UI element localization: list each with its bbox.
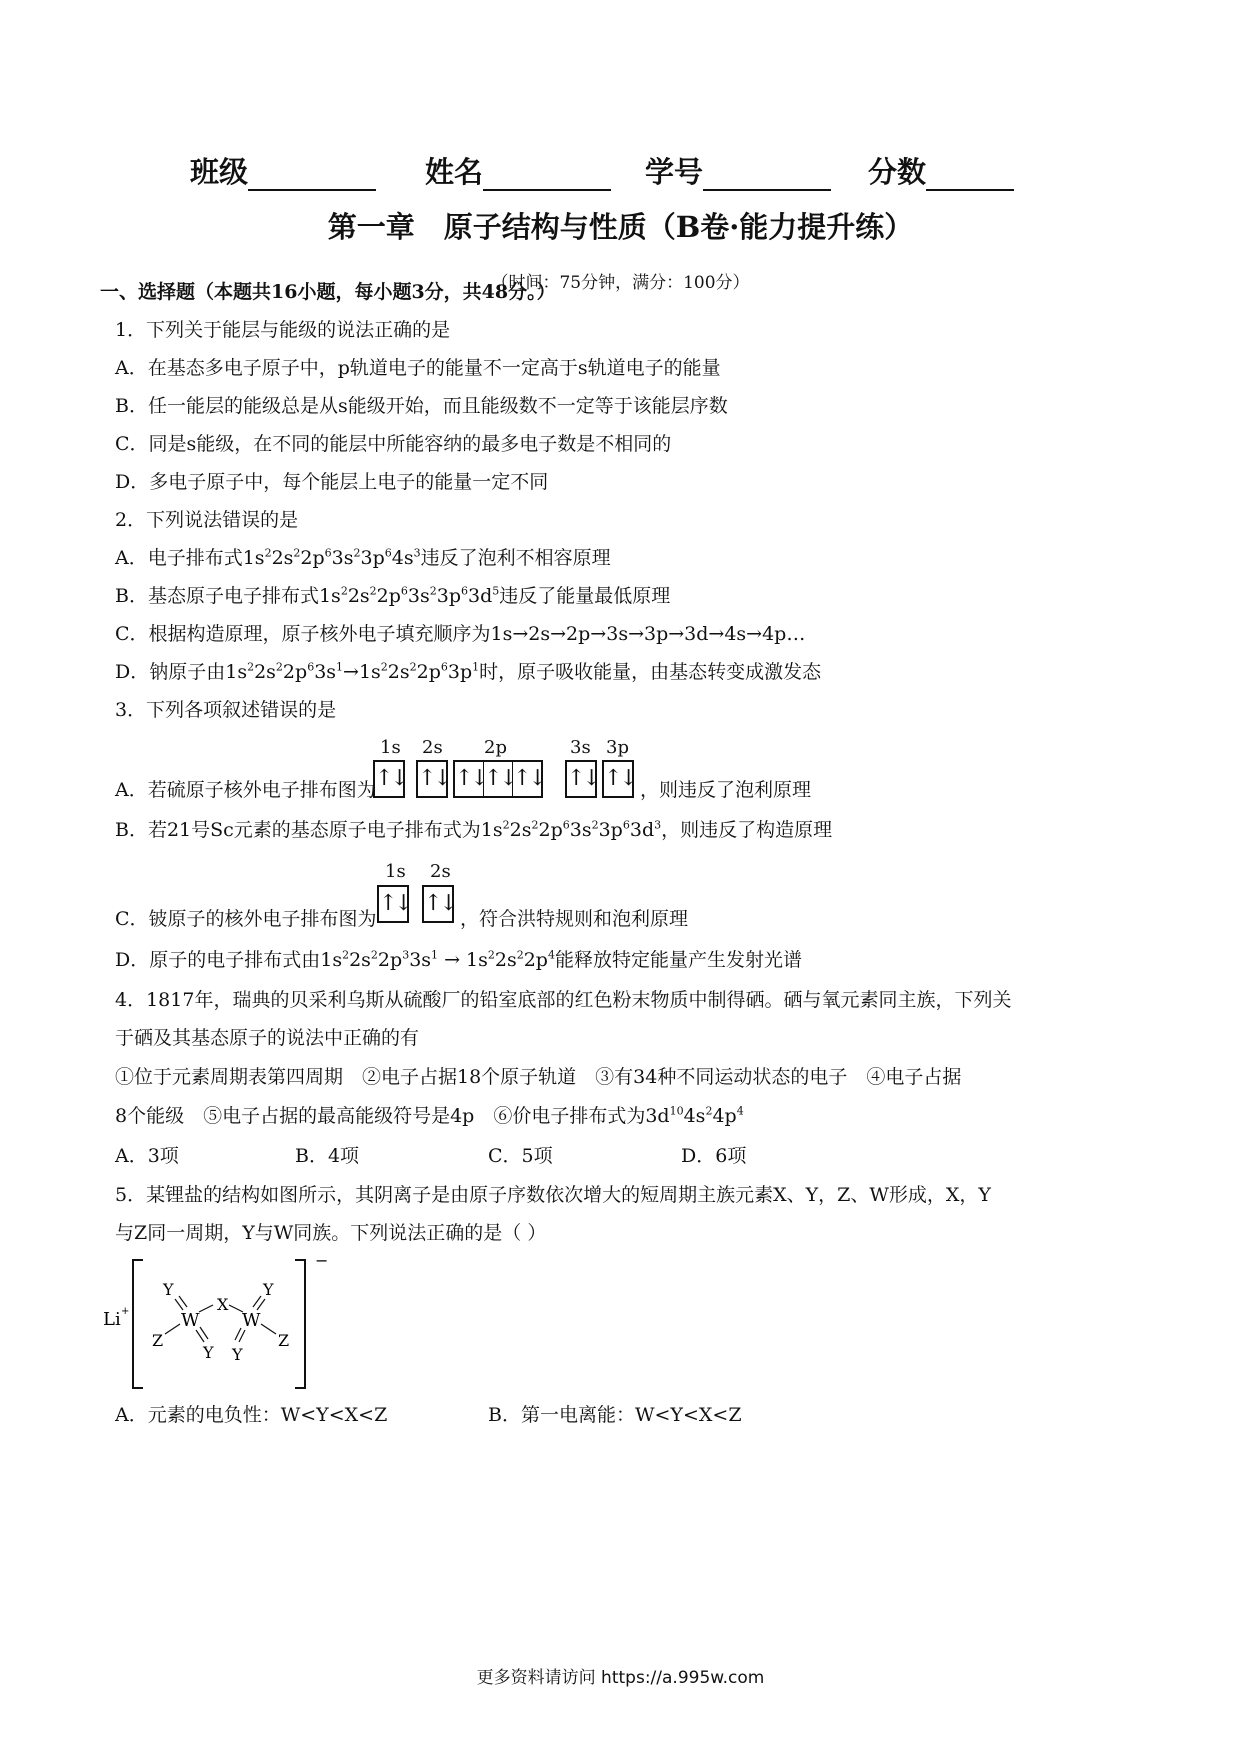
left-bracket [133, 1260, 143, 1388]
orbital-label-3p: 3p [606, 737, 629, 758]
orbital-label-1s: 1s [380, 737, 401, 758]
name-field [425, 150, 611, 191]
atom-y-top-right: Y [263, 1280, 274, 1299]
orbital-box-2s: ↑↓ [416, 760, 448, 798]
name-blank[interactable] [483, 161, 611, 191]
orbital-box-1s: ↑↓ [373, 760, 405, 798]
q5-stem-line1: 5．某锂盐的结构如图所示，其阴离子是由原子序数依次增大的短周期主族元素X、Y，Z、W形成，X，Y [115, 1184, 991, 1206]
class-blank[interactable] [248, 161, 376, 191]
q2-option-a: A．电子排布式$1s^22s^22p^63s^23p^64s^3$违反了泡利不相容原理 [115, 546, 611, 569]
atom-w-right: W [242, 1310, 261, 1331]
class-field [190, 150, 376, 191]
atom-y-bottom-left: Y [203, 1343, 214, 1362]
score-label: 分数 [868, 155, 927, 189]
q4-option-a: A．3项 [115, 1145, 179, 1167]
li-label: Li [103, 1309, 121, 1330]
atom-z-left: Z [152, 1331, 164, 1350]
q1-option-b: B．任一能层的能级总是从s能级开始，而且能级数不一定等于该能层序数 [115, 395, 728, 417]
q3-option-c-suffix: ，符合洪特规则和泡利原理 [460, 908, 689, 930]
q1-option-d: D．多电子原子中，每个能层上电子的能量一定不同 [115, 471, 549, 493]
atom-w-left: W [181, 1310, 200, 1331]
q4-option-d: D．6项 [681, 1145, 747, 1167]
orbital-box-2p: ↑↓ ↑↓ ↑↓ [453, 760, 543, 798]
id-blank[interactable] [703, 161, 831, 191]
footer-link[interactable]: 更多资料请访问 https://a.995w.com [476, 1668, 765, 1688]
q2-stem: 2．下列说法错误的是 [115, 509, 299, 531]
orbital-label-2s: 2s [422, 737, 443, 758]
page-title: 第一章 原子结构与性质（B卷·能力提升练） [327, 210, 914, 244]
q3-option-d: D．原子的电子排布式由$1s^22s^22p^33s^1 \to 1s^22s^22p^4$能释放特定能量产生发射光谱 [115, 948, 802, 971]
q3-option-a-suffix: ，则违反了泡利原理 [640, 779, 812, 801]
q4-items-line1: ①位于元素周期表第四周期 ②电子占据18个原子轨道 ③有34种不同运动状态的电子 ④电子占据 [115, 1066, 962, 1088]
orbital-label-2p: 2p [484, 737, 507, 758]
name-label: 姓名 [425, 155, 484, 189]
atom-y-top-left: Y [163, 1280, 174, 1299]
orbital-box-1s-be: ↑↓ [377, 885, 409, 923]
q2-option-b: B．基态原子电子排布式$1s^22s^22p^63s^23p^63d^5$违反了能量最低原理 [115, 584, 671, 607]
atom-z-right: Z [278, 1331, 290, 1350]
score-field [868, 150, 1014, 191]
q5-option-b: B．第一电离能：W<Y<X<Z [488, 1404, 742, 1426]
id-field [645, 150, 831, 191]
q5-option-a: A．元素的电负性：W<Y<X<Z [115, 1404, 388, 1426]
q4-option-c: C．5项 [488, 1145, 553, 1167]
anion-charge: − [315, 1251, 329, 1270]
q2-option-d: D．钠原子由$1s^22s^22p^63s^1\to 1s^22s^22p^63p^1$时，原子吸收能量，由基态转变成激发态 [115, 660, 822, 683]
orbital-label-1s-be: 1s [385, 861, 406, 882]
q5-stem-line2: 与Z同一周期，Y与W同族。下列说法正确的是（ ） [115, 1222, 547, 1244]
li-charge: + [121, 1306, 130, 1317]
q4-items-line2: 8个能级 ⑤电子占据的最高能级符号是4p ⑥价电子排布式为$3d^{10}4s^24p^4$ [115, 1104, 744, 1127]
orbital-label-2s-be: 2s [430, 861, 451, 882]
score-blank[interactable] [926, 161, 1014, 191]
q4-stem-line2: 于硒及其基态原子的说法中正确的有 [115, 1027, 420, 1049]
q1-stem: 1．下列关于能层与能级的说法正确的是 [115, 319, 451, 341]
orbital-label-3s: 3s [570, 737, 591, 758]
q1-option-a: A．在基态多电子原子中，p轨道电子的能量不一定高于s轨道电子的能量 [115, 357, 721, 379]
atom-y-bottom-right: Y [232, 1345, 243, 1364]
q4-stem-line1: 4．1817年，瑞典的贝采利乌斯从硫酸厂的铅室底部的红色粉末物质中制得硒。硒与氧元素同主族，下列关 [115, 989, 1012, 1011]
q3-option-c-prefix: C．铍原子的核外电子排布图为 [115, 908, 377, 930]
right-bracket [295, 1260, 305, 1388]
q3-stem: 3．下列各项叙述错误的是 [115, 699, 337, 721]
q2-option-c: C．根据构造原理，原子核外电子填充顺序为1s→2s→2p→3s→3p→3d→4s→4p… [115, 623, 806, 645]
orbital-box-3s: ↑↓ [565, 760, 597, 798]
lithium-salt-structure [95, 1250, 355, 1395]
orbital-box-3p: ↑↓ [602, 760, 634, 798]
q3-option-a-prefix: A．若硫原子核外电子排布图为 [115, 779, 376, 801]
id-label: 学号 [645, 155, 704, 189]
q4-option-b: B．4项 [295, 1145, 360, 1167]
section-heading: 一、选择题（本题共16小题，每小题3分，共48分。） [100, 281, 556, 303]
orbital-box-2s-be: ↑↓ [422, 885, 454, 923]
page-subtitle: （时间：75分钟，满分：100分） [491, 273, 750, 293]
q3-option-b: B．若21号Sc元素的基态原子电子排布式为$1s^22s^22p^63s^23p^63d^3$，则违反了构造原理 [115, 818, 833, 841]
q1-option-c: C．同是s能级，在不同的能层中所能容纳的最多电子数是不相同的 [115, 433, 672, 455]
class-label: 班级 [190, 155, 249, 189]
atom-x: X [217, 1295, 229, 1314]
